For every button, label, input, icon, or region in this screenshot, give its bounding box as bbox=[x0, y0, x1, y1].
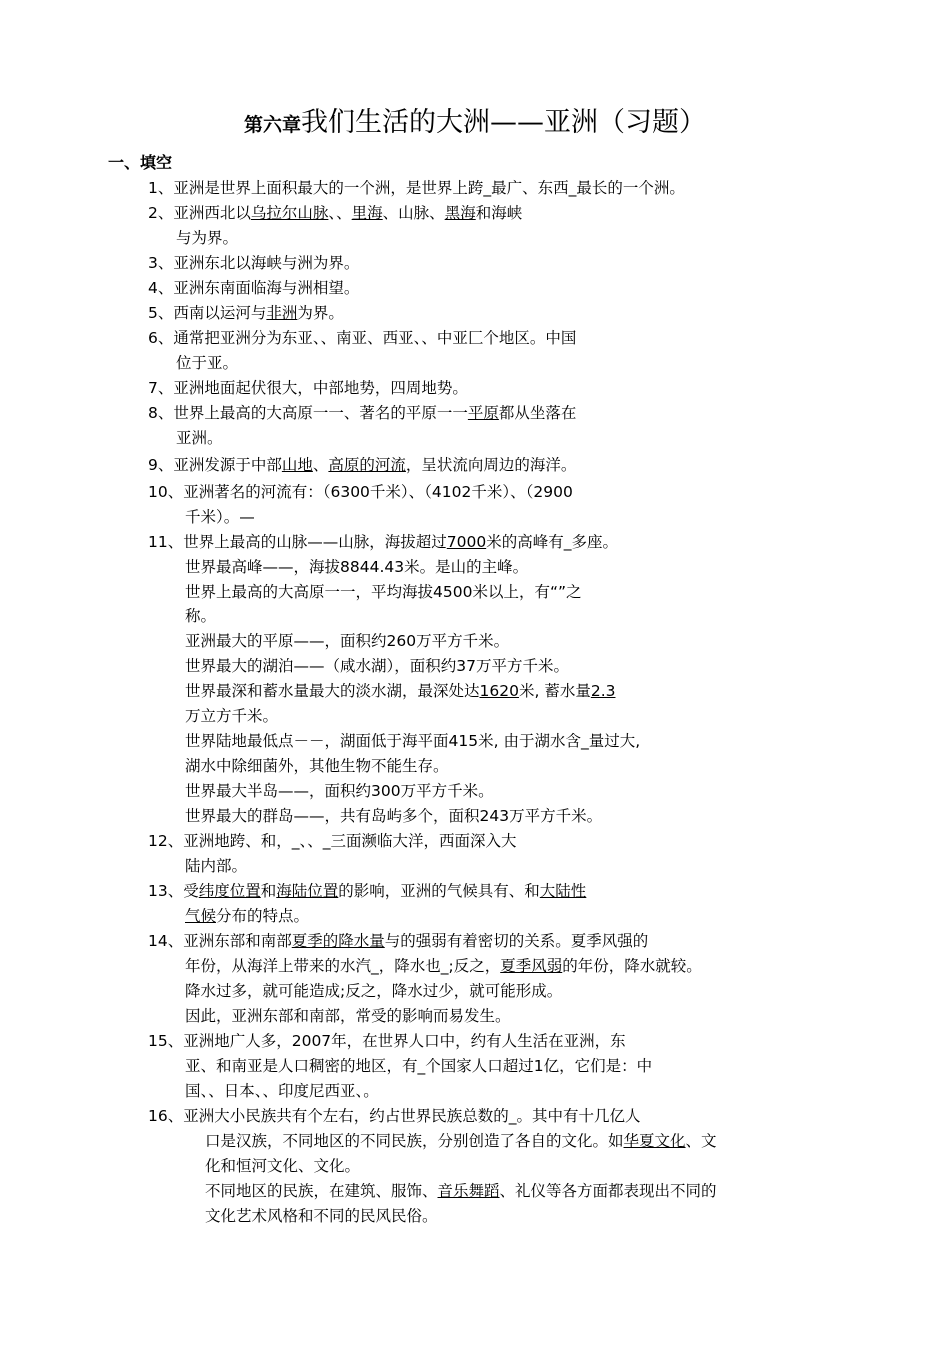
exercise-line bbox=[148, 482, 573, 502]
exercise-line bbox=[185, 956, 702, 976]
exercise-line bbox=[185, 631, 509, 651]
line-text: 陆内部。 bbox=[185, 857, 248, 875]
answer-text: 黑海 bbox=[444, 204, 476, 222]
line-text: 口是汉族，不同地区的不同民族，分别创造了各自的文化。如 bbox=[205, 1132, 624, 1150]
line-text: 8、世界上最高的大高原一一、著名的平原一一 bbox=[148, 404, 468, 422]
title-main: 我们生活的大洲——亚洲（习题） bbox=[301, 107, 706, 138]
answer-text: 大陆性 bbox=[539, 882, 587, 900]
line-text: 世界最高峰——，海拔8844.43米。是山的主峰。 bbox=[185, 558, 529, 576]
line-text: 世界陆地最低点－－，湖面低于海平面415米, 由于湖水含_量过大, bbox=[185, 732, 641, 750]
line-text: 分布的特点。 bbox=[216, 907, 310, 925]
line-text: 亚、和南亚是人口稠密的地区，有_个国家人口超过1亿，它们是：中 bbox=[185, 1057, 653, 1075]
line-text: 15、亚洲地广人多，2007年，在世界人口中，约有人生活在亚洲，东 bbox=[148, 1032, 626, 1050]
exercise-line bbox=[185, 706, 278, 726]
page-title bbox=[0, 100, 950, 139]
exercise-line bbox=[185, 756, 449, 776]
answer-text: 纬度位置 bbox=[198, 882, 261, 900]
exercise-line bbox=[185, 1056, 652, 1076]
line-text: 、、 bbox=[328, 204, 352, 222]
exercise-line bbox=[185, 681, 615, 701]
line-text: 世界上最高的大高原一一，平均海拔4500米以上，有“”之 bbox=[185, 583, 582, 601]
exercise-line bbox=[185, 606, 216, 626]
exercise-line bbox=[148, 831, 516, 851]
exercise-line bbox=[185, 1081, 379, 1101]
line-text: 、 bbox=[312, 456, 329, 474]
line-text: 万立方千米。 bbox=[185, 707, 279, 725]
exercise-line bbox=[185, 507, 255, 527]
line-text: 世界最深和蓄水量最大的淡水湖，最深处达 bbox=[185, 682, 480, 700]
line-text: 5、西南以运河与 bbox=[148, 304, 267, 322]
line-text: 12、亚洲地跨、和，_、、_三面濒临大洋，西面深入大 bbox=[148, 832, 517, 850]
answer-text: 2.3 bbox=[590, 682, 616, 700]
line-text: 和 bbox=[260, 882, 277, 900]
line-text: 11、世界上最高的山脉——山脉，海拔超过 bbox=[148, 533, 447, 551]
answer-text: 里海 bbox=[351, 204, 383, 222]
line-text: 世界最大半岛——，面积约300万平方千米。 bbox=[185, 782, 494, 800]
exercise-line bbox=[148, 532, 618, 552]
answer-text: 7000 bbox=[446, 533, 487, 551]
line-text: 年份，从海洋上带来的水汽_，降水也_;反之， bbox=[185, 957, 501, 975]
answer-text: 平原 bbox=[467, 404, 499, 422]
line-text: 9、亚洲发源于中部 bbox=[148, 456, 282, 474]
exercise-line bbox=[185, 856, 247, 876]
exercise-line bbox=[148, 455, 576, 475]
exercise-line bbox=[148, 203, 522, 223]
line-text: 降水过多，就可能造成;反之，降水过少，就可能形成。 bbox=[185, 982, 563, 1000]
line-text: 的影响，亚洲的气候具有、和 bbox=[338, 882, 540, 900]
line-text: 13、受 bbox=[148, 882, 199, 900]
exercise-line bbox=[148, 881, 586, 901]
line-text: 亚洲最大的平原——，面积约260万平方千米。 bbox=[185, 632, 510, 650]
line-text: 位于亚。 bbox=[176, 354, 239, 372]
exercise-line bbox=[205, 1156, 360, 1176]
line-text: 6、通常把亚洲分为东亚、、南亚、西亚、、中亚匚个地区。中国 bbox=[148, 329, 577, 347]
exercise-line bbox=[185, 806, 602, 826]
answer-text: 气候 bbox=[185, 907, 217, 925]
exercise-line bbox=[185, 731, 640, 751]
line-text: 亚洲。 bbox=[176, 429, 223, 447]
exercise-line bbox=[148, 303, 344, 323]
exercise-line bbox=[185, 557, 528, 577]
line-text: 因此，亚洲东部和南部，常受的影响而易发生。 bbox=[185, 1007, 511, 1025]
exercise-line bbox=[148, 1106, 640, 1126]
line-text: 、礼仪等各方面都表现出不同的 bbox=[499, 1182, 717, 1200]
line-text: 文化艺术风格和不同的民风民俗。 bbox=[205, 1207, 438, 1225]
exercise-line bbox=[176, 353, 238, 373]
exercise-line bbox=[176, 428, 223, 448]
line-text: 称。 bbox=[185, 607, 217, 625]
line-text: 化和恒河文化、文化。 bbox=[205, 1157, 361, 1175]
line-text: ，呈状流向周边的海洋。 bbox=[405, 456, 577, 474]
line-text: 、山脉、 bbox=[382, 204, 445, 222]
answer-text: 夏季的降水量 bbox=[291, 932, 385, 950]
answer-text: 1620 bbox=[479, 682, 519, 700]
line-text: 世界最大的湖泊——（咸水湖），面积约37万平方千米。 bbox=[185, 657, 569, 675]
line-text: 与为界。 bbox=[176, 229, 239, 247]
exercise-line bbox=[148, 278, 359, 298]
answer-text: 乌拉尔山脉 bbox=[250, 204, 329, 222]
line-text: 与的强弱有着密切的关系。夏季风强的 bbox=[384, 932, 649, 950]
line-text: 1、亚洲是世界上面积最大的一个洲，是世界上跨_最广、东西_最长的一个洲。 bbox=[148, 179, 685, 197]
answer-text: 高原的河流 bbox=[328, 456, 406, 474]
exercise-line bbox=[185, 656, 569, 676]
exercise-line bbox=[148, 1031, 626, 1051]
answer-text: 华夏文化 bbox=[623, 1132, 686, 1150]
line-text: 、文 bbox=[685, 1132, 717, 1150]
line-text: 的年份，降水就较。 bbox=[562, 957, 702, 975]
line-text: 世界最大的群岛——，共有岛屿多个，面积243万平方千米。 bbox=[185, 807, 603, 825]
exercise-line bbox=[176, 228, 238, 248]
exercise-line bbox=[148, 253, 359, 273]
line-text: 10、亚洲著名的河流有：（6300千米）、（4102千米）、（2900 bbox=[148, 483, 573, 501]
exercise-line bbox=[185, 981, 562, 1001]
answer-text: 非洲 bbox=[266, 304, 298, 322]
line-text: 7、亚洲地面起伏很大，中部地势，四周地势。 bbox=[148, 379, 468, 397]
exercise-line bbox=[148, 178, 685, 198]
exercise-line bbox=[185, 1006, 511, 1026]
line-text: 国、、日本、、印度尼西亚、。 bbox=[185, 1082, 379, 1100]
exercise-line bbox=[185, 781, 494, 801]
answer-text: 夏季风弱 bbox=[500, 957, 563, 975]
exercise-line bbox=[148, 931, 648, 951]
exercise-line bbox=[148, 328, 576, 348]
line-text: 都从坐落在 bbox=[498, 404, 577, 422]
exercise-line bbox=[148, 378, 468, 398]
line-text: 米的高峰有_多座。 bbox=[486, 533, 618, 551]
section-heading: 一、填空 bbox=[108, 153, 173, 172]
line-text: 2、亚洲西北以 bbox=[148, 204, 251, 222]
line-text: 不同地区的民族，在建筑、服饰、 bbox=[205, 1182, 438, 1200]
exercise-line bbox=[205, 1131, 717, 1151]
exercise-line bbox=[185, 582, 582, 602]
exercise-line bbox=[185, 906, 309, 926]
chapter-label: 第六章 bbox=[243, 114, 301, 136]
exercise-line bbox=[205, 1181, 717, 1201]
line-text: 16、亚洲大小民族共有个左右，约占世界民族总数的_。其中有十几亿人 bbox=[148, 1107, 641, 1125]
answer-text: 山地 bbox=[281, 456, 313, 474]
line-text: 和海峡 bbox=[475, 204, 523, 222]
line-text: 湖水中除细菌外，其他生物不能生存。 bbox=[185, 757, 449, 775]
exercise-line bbox=[148, 403, 576, 423]
line-text: 为界。 bbox=[297, 304, 344, 322]
line-text: 14、亚洲东部和南部 bbox=[148, 932, 292, 950]
line-text: 米, 蓄水量 bbox=[518, 682, 591, 700]
line-text: 3、亚洲东北以海峡与洲为界。 bbox=[148, 254, 360, 272]
answer-text: 音乐舞蹈 bbox=[437, 1182, 500, 1200]
exercise-line bbox=[205, 1206, 438, 1226]
line-text: 千米）。— bbox=[185, 508, 255, 526]
answer-text: 海陆位置 bbox=[276, 882, 339, 900]
line-text: 4、亚洲东南面临海与洲相望。 bbox=[148, 279, 360, 297]
